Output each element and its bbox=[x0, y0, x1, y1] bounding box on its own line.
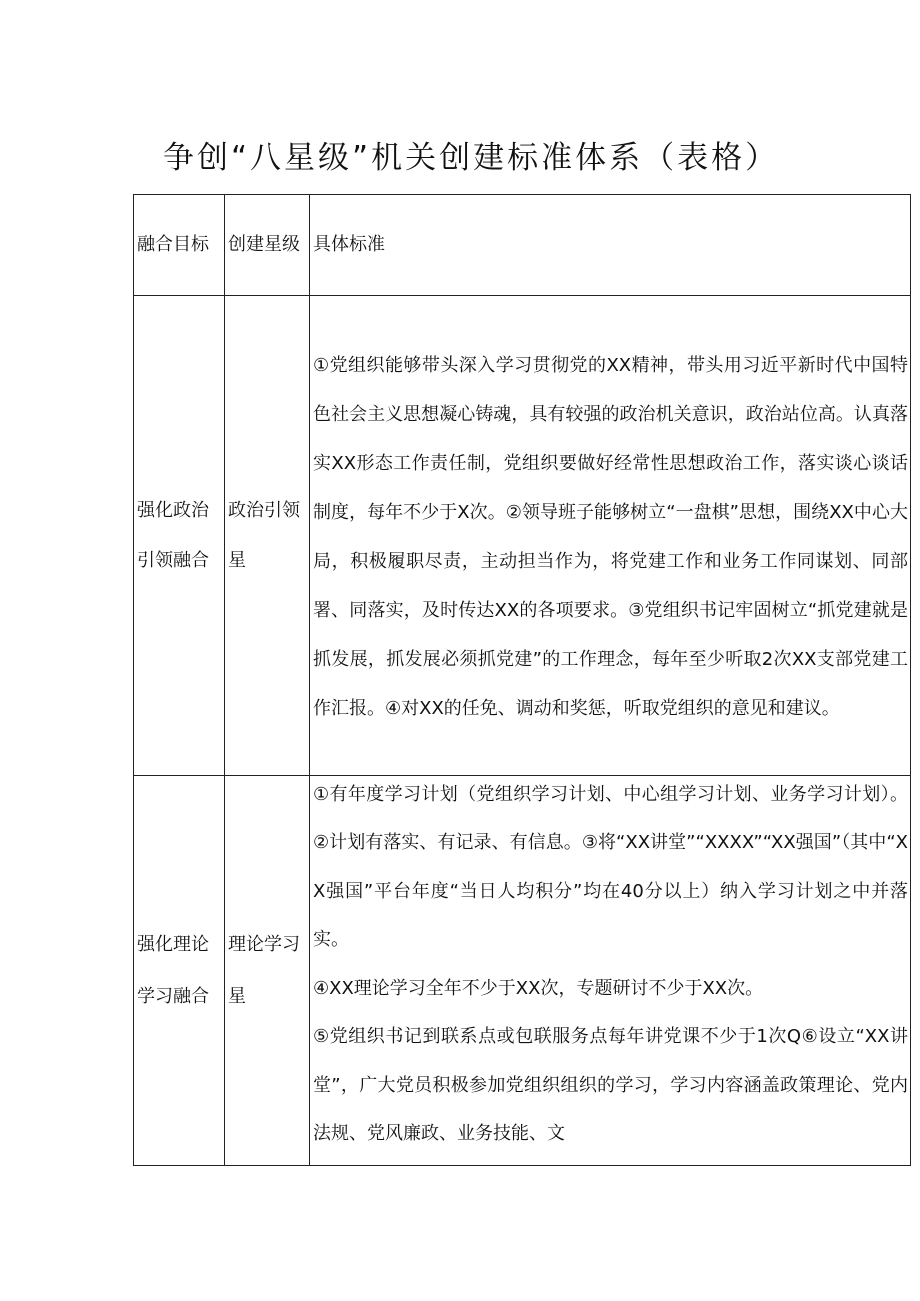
standard-text bbox=[310, 341, 910, 733]
table-header-row bbox=[134, 195, 911, 296]
header-standard-cell bbox=[310, 195, 911, 296]
row-star: 理论学习星 bbox=[228, 933, 300, 1007]
standard-paragraph: ①党组织能够带头深入学习贯彻党的XX精神，带头用习近平新时代中国特色社会主义思想凝心铸魂，具有较强的政治机关意识，政治站位高。认真落实XX形态工作责任制，党组织要做好经常性思想政治工作，落实谈心谈话制度，每年不少于X次。②领导班子能够树立“一盘棋”思想，围绕XX中心大局，积极履职尽责，主动担当作为，将党建工作和业务工作同谋划、同部署、同落实，及时传达XX的各项要求。③党组织书记牢固树立“抓党建就是抓发展，抓发展必须抓党建”的工作理念，每年至少听取2次XX支部党建工作汇报。④对XX的任免、调动和奖惩，听取党组织的意见和建议。 bbox=[313, 354, 908, 719]
goal-cell bbox=[134, 776, 225, 1166]
row-goal: 强化政治引领融合 bbox=[137, 499, 209, 571]
header-star: 创建星级 bbox=[228, 234, 300, 255]
standard-paragraph: ⑤党组织书记到联系点或包联服务点每年讲党课不少于1次Q⑥设立“XX讲堂”，广大党员积极参加党组织组织的学习，学习内容涵盖政策理论、党内法规、党风廉政、业务技能、文 bbox=[313, 1026, 908, 1144]
standard-cell bbox=[310, 296, 911, 776]
star-cell bbox=[225, 296, 310, 776]
document-title: 争创“八星级”机关创建标准体系（表格） bbox=[163, 140, 780, 176]
row-goal: 强化理论学习融合 bbox=[137, 933, 209, 1007]
header-star-cell bbox=[225, 195, 310, 296]
header-goal: 融合目标 bbox=[137, 234, 209, 255]
header-goal-cell bbox=[134, 195, 225, 296]
table-row bbox=[134, 776, 911, 1166]
standard-paragraph: ①有年度学习计划（党组织学习计划、中心组学习计划、业务学习计划）。②计划有落实、有记录、有信息。③将“XX讲堂”“XXXX”“XX强国”（其中“XX强国”平台年度“当日人均积分”均在40分以上）纳入学习计划之中并落实。 bbox=[313, 783, 908, 950]
row-star: 政治引领星 bbox=[228, 499, 300, 571]
standard-text bbox=[310, 771, 910, 1159]
goal-cell bbox=[134, 296, 225, 776]
standards-table bbox=[133, 194, 911, 1166]
standard-cell bbox=[310, 776, 911, 1166]
table-row bbox=[134, 296, 911, 776]
standard-paragraph: ④XX理论学习全年不少于XX次，专题研讨不少于XX次。 bbox=[313, 977, 764, 999]
star-cell bbox=[225, 776, 310, 1166]
header-standard: 具体标准 bbox=[313, 234, 385, 255]
